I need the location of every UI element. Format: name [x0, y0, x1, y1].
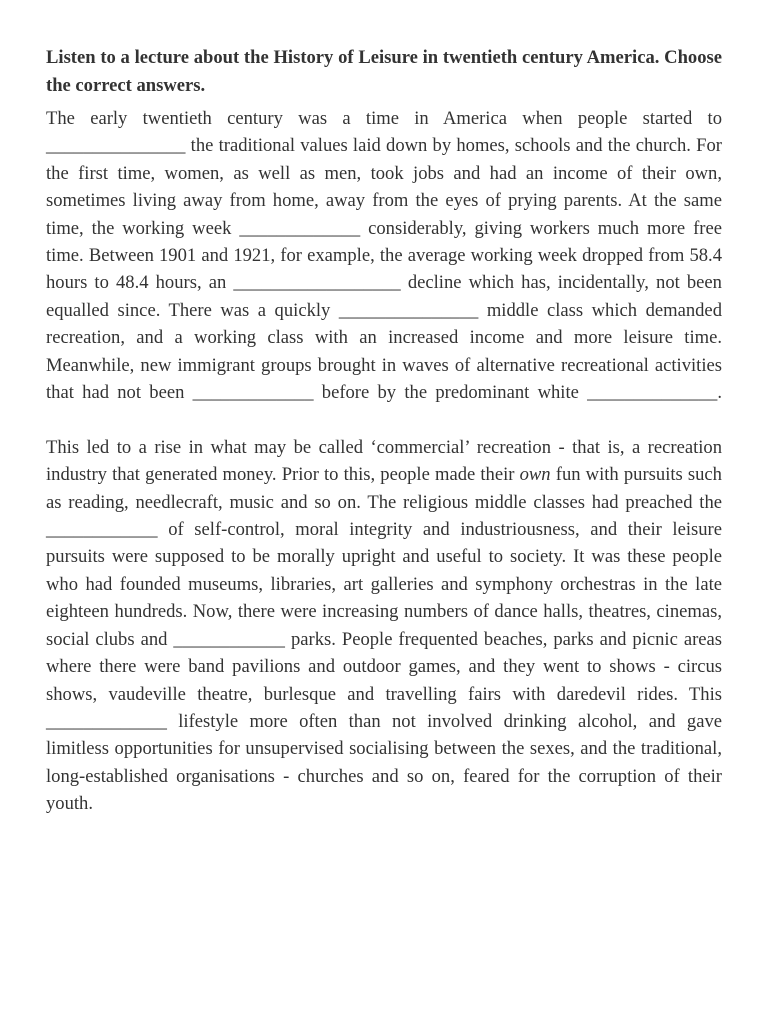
- text-segment: before by the predominant white: [321, 382, 579, 404]
- answer-blank-2[interactable]: _____________: [239, 217, 361, 239]
- answer-blank-6[interactable]: ______________.: [587, 382, 722, 404]
- instructions-heading: Listen to a lecture about the History of Leisure in twentieth century America. Choose the correct answers.: [46, 47, 722, 96]
- answer-blank-9[interactable]: _____________: [46, 710, 167, 732]
- answer-blank-4[interactable]: _______________: [338, 299, 479, 321]
- text-segment: fun with pursuits such as reading, needlecraft, music and so on. The religious middle classes had preached the: [46, 464, 722, 513]
- emphasis-own: own: [519, 464, 551, 486]
- paragraph-2: [46, 434, 722, 818]
- text-segment: middle class which demanded recreation, and a working class with an increased income and more leisure time. Meanwhile, new immigrant groups brought in waves of alternative recreational activities that had not been: [46, 299, 722, 404]
- text-segment: decline which has, incidentally, not been equalled since. There was a quickly: [46, 272, 722, 321]
- answer-blank-3[interactable]: __________________: [233, 272, 401, 294]
- text-segment: lifestyle more often than not involved drinking alcohol, and gave limitless opportunities for unsupervised socialising between the sexes, and the traditional, long-established organisations - churches and so on, feared for the corruption of their youth.: [46, 710, 722, 815]
- text-segment: The early twentieth century was a time in America when people started to: [46, 108, 722, 129]
- text-segment: considerably, giving workers much more free time. Between 1901 and 1921, for example, the average working week dropped from 58.4 hours to 48.4 hours, an: [46, 217, 723, 294]
- answer-blank-1[interactable]: _______________: [46, 135, 186, 157]
- answer-blank-8[interactable]: ____________: [173, 628, 285, 650]
- text-segment: of self-control, moral integrity and industriousness, and their leisure pursuits were supposed to be morally upright and useful to society. It was these people who had founded museums, libraries, art galleries and symphony orchestras in the late eighteen hundreds. Now, there were increasing numbers of dance halls, theatres, cinemas, social clubs and: [46, 519, 722, 650]
- worksheet-page: [46, 44, 722, 818]
- text-segment: parks. People frequented beaches, parks and picnic areas where there were band pavilions and outdoor games, and they went to shows - circus shows, vaudeville theatre, burlesque and travelling fairs with daredevil rides. This: [46, 628, 723, 705]
- text-segment: This led to a rise in what may be called ‘commercial’ recreation - that is, a recreation industry that generated money. Prior to this, people made their: [46, 436, 722, 486]
- paragraph-1: [46, 105, 722, 406]
- text-segment: the traditional values laid down by homes, schools and the church. For the first time, women, as well as men, took jobs and had an income of their own, sometimes living away from home, away from the eyes of prying parents. At the same time, the working week: [46, 135, 722, 239]
- answer-blank-5[interactable]: _____________: [192, 382, 314, 404]
- answer-blank-7[interactable]: ____________: [46, 519, 158, 541]
